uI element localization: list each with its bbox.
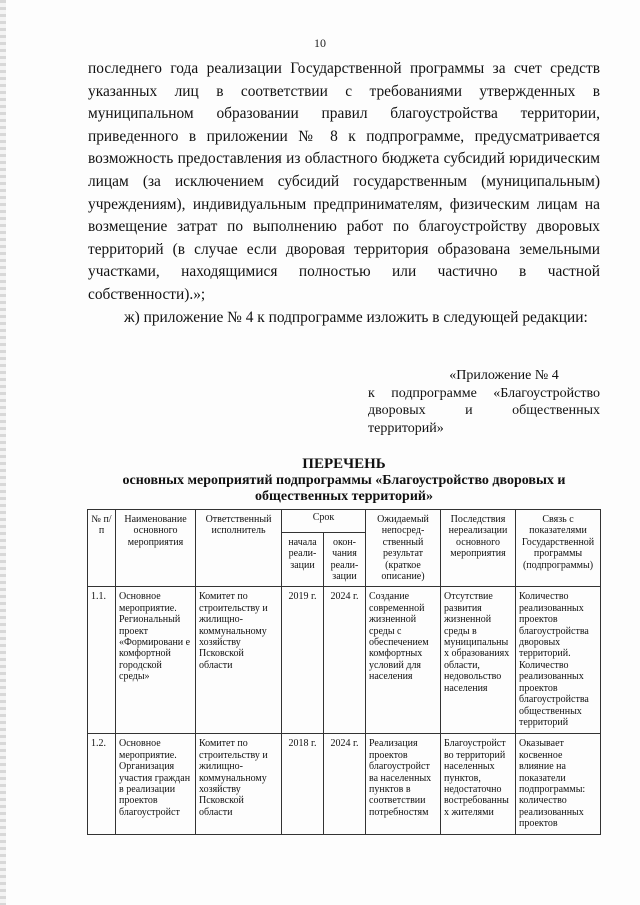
document-body [88,58,600,329]
header-consequences: Последствия нереализации основного мероприятия [441,510,516,587]
scan-edge [0,0,6,905]
cell-name: Основное мероприятие. Организация участия граждан в реализации проектов благоустройст [116,734,196,834]
header-start: начала реали-зации [282,532,324,587]
cell-consequences: Отсутствие развития жизненной среды в муниципальны х образованиях области, недовольство населения [441,587,516,734]
cell-name: Основное мероприятие. Региональный проект «Формировани е комфортной городской среды» [116,587,196,734]
header-term: Срок [282,510,366,533]
measures-table [87,509,601,835]
table-row [88,734,601,834]
cell-end: 2024 г. [324,734,366,834]
table-header-row [88,510,601,533]
cell-link [516,587,601,734]
cell-num: 1.1. [88,587,116,734]
heading-subtitle: основных мероприятий подпрограммы «Благоустройство дворовых и общественных территорий» [122,473,566,504]
appendix-line: к подпрограмме «Благоустройство [368,385,600,401]
list-heading [88,455,600,505]
page-number: 10 [314,36,326,50]
cell-num: 1.2. [88,734,116,834]
cell-executor: Комитет по строительству и жилищно-коммунальному хозяйству Псковской области [196,734,282,834]
paragraph-continuation: последнего года реализации Государственной программы за счет средств указанных лиц в соответствии с требованиями утвержденных в муниципальном образовании правил благоустройства территории, приведенного в приложении № 8 к подпрограмме, предусматривается возможность предоставления из областного бюджета субсидий юридическим лицам (за исключением субсидий государственным (муниципальным) учреждениям), индивидуальным предпринимателям, физическим лицам на возмещение затрат по выполнению работ по благоустройству дворовых территорий (в случае если дворовая территория образована земельными участками, находящимися полностью или частично в частной собственности).»; [88,60,600,303]
appendix-line: дворовых и общественных [368,403,600,418]
paragraph-amendment: ж) приложение № 4 к подпрограмме изложить в следующей редакции: [124,308,588,326]
table-row [88,587,601,734]
appendix-line: территорий» [368,420,444,436]
cell-consequences: Благоустройст во территорий населенных пунктов, недостаточно востребованны х жителями [441,734,516,834]
appendix-header [368,367,600,437]
heading-title: ПЕРЕЧЕНЬ [302,456,386,472]
cell-end: 2024 г. [324,587,366,734]
cell-executor: Комитет по строительству и жилищно-коммунальному хозяйству Псковской области [196,587,282,734]
header-link: Связь с показателями Государственной программы (подпрограммы) [516,510,601,587]
cell-start: 2018 г. [282,734,324,834]
header-name: Наименование основного мероприятия [116,510,196,587]
cell-result: Создание современной жизненной среды с обеспечением комфортных условий для населения [366,587,441,734]
cell-link [516,734,601,834]
header-result: Ожидаемый непосред-ственный результат (краткое описание) [366,510,441,587]
cell-link-line: Оказывает косвенное влияние на показатели подпрограммы: количество реализованных проектов [519,738,586,830]
cell-result: Реализация проектов благоустройст ва населенных пунктов в соответствии потребностям [366,734,441,834]
cell-link-line: Количество реализованных проектов благоустройства дворовых территорий. [519,591,589,660]
header-end: окон-чания реали-зации [324,532,366,587]
appendix-line: «Приложение № 4 [449,368,559,383]
cell-start: 2019 г. [282,587,324,734]
header-num: № п/п [88,510,116,587]
cell-link-line: Количество реализованных проектов благоустройства общественных территорий [519,659,589,728]
header-executor: Ответственный исполнитель [196,510,282,587]
